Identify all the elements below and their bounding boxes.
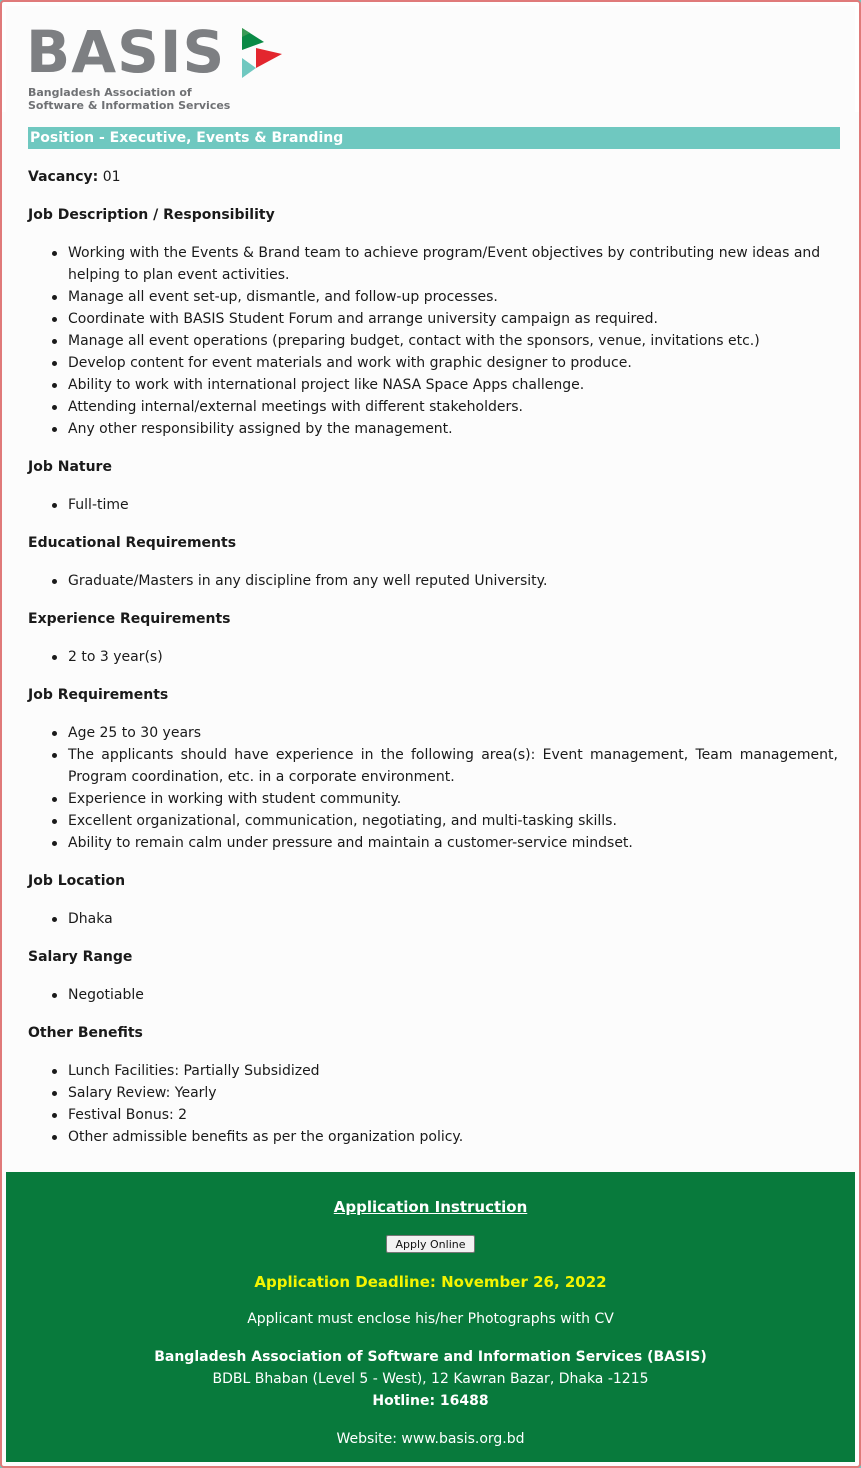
- list-item: Lunch Facilities: Partially Subsidized: [28, 1060, 838, 1082]
- application-deadline: Application Deadline: November 26, 2022: [254, 1273, 607, 1291]
- logo-flag-icon: [242, 28, 284, 80]
- job-details: [28, 166, 838, 1148]
- education-heading: Educational Requirements: [28, 535, 237, 551]
- job-description-heading: Job Description / Responsibility: [28, 207, 275, 223]
- organization-name: Bangladesh Association of Software and Information Services (BASIS): [154, 1349, 707, 1365]
- benefits-heading: Other Benefits: [28, 1025, 143, 1041]
- list-item: Full-time: [28, 494, 838, 516]
- vacancy-label: Vacancy:: [28, 169, 99, 185]
- education-list: [28, 570, 838, 592]
- list-item: Develop content for event materials and work with graphic designer to produce.: [28, 352, 838, 374]
- list-item: Dhaka: [28, 908, 838, 930]
- list-item: Other admissible benefits as per the organization policy.: [28, 1126, 838, 1148]
- list-item: Coordinate with BASIS Student Forum and arrange university campaign as required.: [28, 308, 838, 330]
- logo-subtitle: [28, 86, 230, 112]
- job-nature-list: [28, 494, 838, 516]
- apply-online-button[interactable]: Apply Online: [386, 1235, 475, 1253]
- experience-heading: Experience Requirements: [28, 611, 231, 627]
- application-footer: [6, 1172, 855, 1462]
- salary-heading: Salary Range: [28, 949, 133, 965]
- list-item: Ability to work with international project like NASA Space Apps challenge.: [28, 374, 838, 396]
- list-item: Any other responsibility assigned by the management.: [28, 418, 838, 440]
- list-item: 2 to 3 year(s): [28, 646, 838, 668]
- benefits-list: [28, 1060, 838, 1148]
- experience-list: [28, 646, 838, 668]
- location-list: [28, 908, 838, 930]
- application-instruction-title: Application Instruction: [333, 1198, 528, 1216]
- list-item: Excellent organizational, communication, negotiating, and multi-tasking skills.: [28, 810, 838, 832]
- vacancy-value: 01: [102, 169, 121, 185]
- list-item: The applicants should have experience in the following area(s): Event management, Team management, Program coordination, etc. in a corporate environment.: [28, 744, 838, 788]
- organization-address: BDBL Bhaban (Level 5 - West), 12 Kawran Bazar, Dhaka -1215: [212, 1371, 649, 1387]
- job-description-list: [28, 242, 838, 440]
- job-circular: [6, 6, 855, 1462]
- list-item: Negotiable: [28, 984, 838, 1006]
- hotline: Hotline: 16488: [372, 1393, 489, 1409]
- salary-list: [28, 984, 838, 1006]
- position-title: Position - Executive, Events & Branding: [28, 127, 840, 149]
- basis-logo: [26, 18, 296, 116]
- job-requirements-list: [28, 722, 838, 854]
- vacancy: [28, 166, 838, 188]
- logo-subtitle-line1: Bangladesh Association of: [28, 86, 192, 99]
- list-item: Manage all event set-up, dismantle, and follow-up processes.: [28, 286, 838, 308]
- list-item: Salary Review: Yearly: [28, 1082, 838, 1104]
- list-item: Ability to remain calm under pressure and maintain a customer-service mindset.: [28, 832, 838, 854]
- list-item: Attending internal/external meetings with different stakeholders.: [28, 396, 838, 418]
- list-item: Working with the Events & Brand team to achieve program/Event objectives by contributing new ideas and helping to plan event activities.: [28, 242, 838, 286]
- logo-subtitle-line2: Software & Information Services: [28, 99, 231, 112]
- website-link[interactable]: Website: www.basis.org.bd: [336, 1431, 525, 1447]
- logo-wordmark: BASIS: [26, 18, 226, 86]
- list-item: Graduate/Masters in any discipline from any well reputed University.: [28, 570, 838, 592]
- list-item: Experience in working with student community.: [28, 788, 838, 810]
- location-heading: Job Location: [28, 873, 126, 889]
- job-nature-heading: Job Nature: [28, 459, 112, 475]
- list-item: Age 25 to 30 years: [28, 722, 838, 744]
- photo-note: Applicant must enclose his/her Photographs with CV: [247, 1311, 614, 1327]
- list-item: Festival Bonus: 2: [28, 1104, 838, 1126]
- job-requirements-heading: Job Requirements: [28, 687, 169, 703]
- list-item: Manage all event operations (preparing budget, contact with the sponsors, venue, invitations etc.): [28, 330, 838, 352]
